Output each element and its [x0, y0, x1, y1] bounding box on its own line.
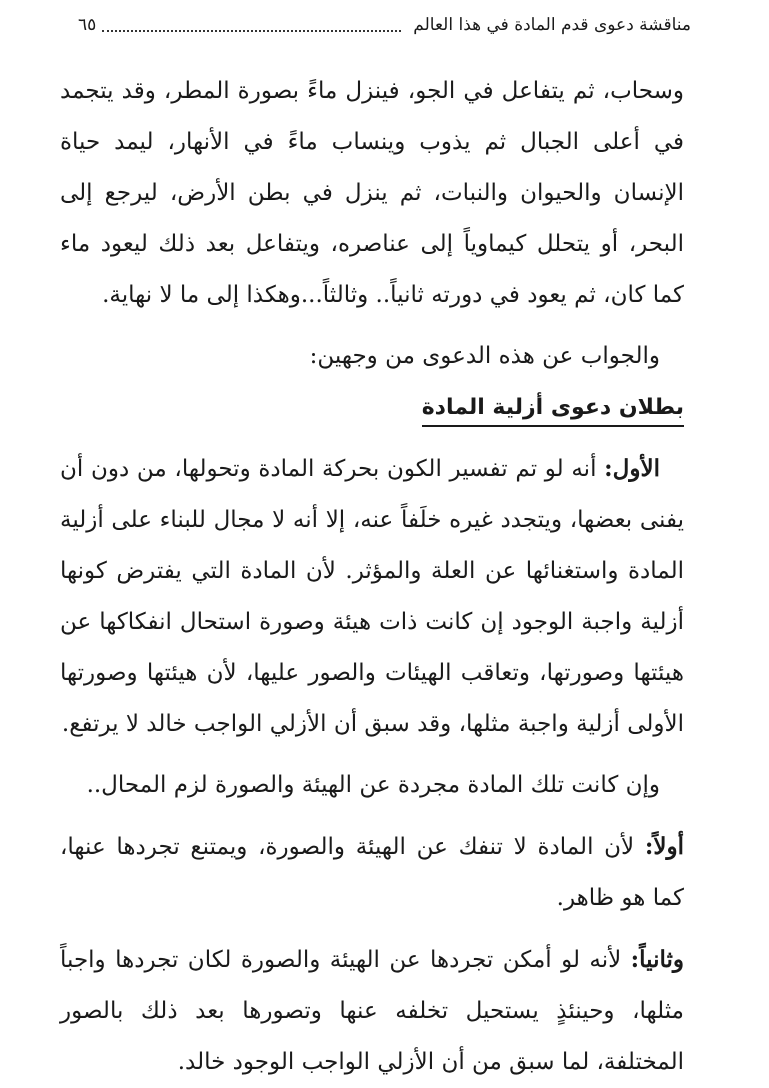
paragraph-3-text: أنه لو تم تفسير الكون بحركة المادة وتحولها، من دون أن يفنى بعضها، ويتجدد غيره خلَفاً عنه، إلا أنه لا مجال للبناء على أزلية المادة واستغنائها عن العلة والمؤثر. لأن المادة التي يفترض كونها أزلية واجبة الوجود إن كانت ذات هيئة وصورة استحال انفكاكها عن هيئتها وصورتها، وتعاقب الهيئات والصور عليها، لأن هيئتها وصورتها الأولى أزلية واجبة مثلها، وقد سبق أن الأزلي الواجب خالد لا يرتفع. — [60, 456, 684, 737]
running-header — [78, 10, 691, 40]
section-heading-wrap — [60, 382, 684, 433]
paragraph-6-text: لأنه لو أمكن تجردها عن الهيئة والصورة لكان تجردها واجباً مثلها، وحينئذٍ يستحيل تخلفه عنها وتصورها بعد ذلك بالصور المختلفة، لما سبق من أن الأزلي الواجب الوجود خالد. — [60, 947, 684, 1075]
header-dot-leader — [102, 18, 401, 32]
section-heading: بطلان دعوى أزلية المادة — [422, 391, 684, 427]
header-title: مناقشة دعوى قدم المادة في هذا العالم — [413, 15, 691, 35]
paragraph-1: وسحاب، ثم يتفاعل في الجو، فينزل ماءً بصورة المطر، وقد يتجمد في أعلى الجبال ثم يذوب وينساب ماءً في الأنهار، ليمد حياة الإنسان والحيوان والنبات، ثم ينزل في بطن الأرض، ليرجع إلى البحر، أو يتحلل كيماوياً إلى عناصره، ويتفاعل بعد ذلك ليعود ماء كما كان، ثم يعود في دورته ثانياً.. وثالثاً...وهكذا إلى ما لا نهاية. — [60, 78, 684, 308]
paragraph-3-lead: الأول: — [604, 455, 660, 482]
paragraph-2: والجواب عن هذه الدعوى من وجهين: — [309, 343, 660, 369]
page-number: ٦٥ — [78, 15, 97, 35]
paragraph-5-lead: أولاً: — [644, 833, 684, 860]
paragraph-5-text: لأن المادة لا تنفك عن الهيئة والصورة، ويمتنع تجردها عنها، كما هو ظاهر. — [60, 834, 684, 911]
paragraph-6-lead: وثانياً: — [630, 946, 684, 973]
paragraph-6 — [60, 934, 684, 1088]
paragraph-4: وإن كانت تلك المادة مجردة عن الهيئة والصورة لزم المحال.. — [86, 772, 660, 798]
paragraph-3 — [60, 443, 684, 750]
paragraph-5 — [60, 821, 684, 924]
page-body — [60, 66, 684, 1088]
